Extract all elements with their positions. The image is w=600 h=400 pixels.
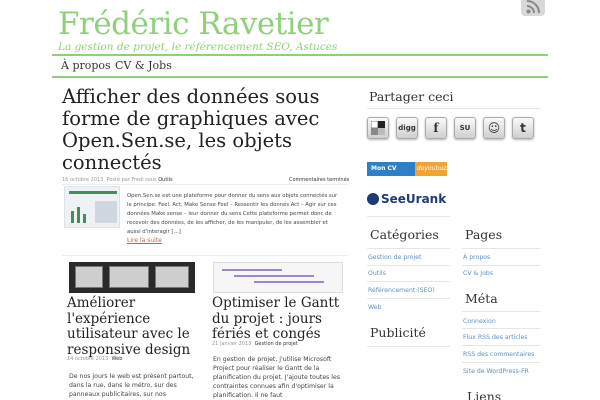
divider: [367, 281, 450, 282]
gantt-bar: [254, 281, 324, 283]
thumbnail-device-screen: [75, 266, 103, 288]
card-text: En gestion de projet, j'utilise Microsoft Project pour réaliser le Gantt de la planification du projet. J'ajoute toutes les contraintes connues afin d'optimiser la planification. Il ne faut: [213, 356, 341, 399]
main-nav: [52, 54, 548, 78]
read-more-link[interactable]: Lire la suite: [127, 237, 162, 244]
mon-cv-label: Mon CV: [367, 162, 415, 176]
meta-widget-title: Méta: [465, 291, 498, 306]
gantt-bar: [234, 275, 314, 277]
delicious-icon[interactable]: [367, 117, 389, 139]
rss-icon: [526, 0, 540, 14]
divider: [367, 265, 450, 266]
featured-post-meta: [62, 177, 173, 183]
thumbnail-chart-bar: [77, 207, 80, 223]
divider: [462, 328, 540, 329]
divider: [462, 362, 540, 363]
thumbnail-header-bar: [69, 191, 117, 194]
category-link[interactable]: Web: [368, 304, 382, 311]
facebook-icon[interactable]: f: [425, 117, 447, 139]
divider: [462, 265, 540, 266]
thumbnail-panel: [95, 201, 117, 223]
card-date: 14 octobre 2013: [67, 356, 109, 362]
category-link[interactable]: Outils: [368, 270, 386, 277]
digg-icon[interactable]: digg: [396, 117, 418, 139]
featured-post-category[interactable]: Outils: [158, 177, 173, 183]
nav-item-cv-jobs[interactable]: CV & Jobs: [115, 59, 172, 72]
card-thumbnail-gantt[interactable]: [213, 262, 343, 293]
site-tagline: La gestion de projet, le référencement SEO, Astuces: [58, 41, 338, 53]
doyoubuzz-label: doyoubuzz: [415, 162, 447, 176]
meta-link[interactable]: Connexion: [463, 318, 496, 325]
delicious-icon: [371, 121, 385, 135]
reddit-icon[interactable]: ☺: [483, 117, 505, 139]
card-text: De nos jours le web est présent partout, dans la rue, dans le métro, sur des panneaux publicitaires, sur nos: [69, 373, 194, 398]
pages-widget-title: Pages: [465, 227, 503, 242]
categories-widget-title: Catégories: [370, 227, 439, 242]
divider: [62, 184, 348, 185]
card-date: 21 janvier 2013: [212, 341, 252, 347]
divider: [462, 345, 540, 346]
divider: [62, 255, 348, 256]
divider: [367, 108, 540, 109]
thumbnail-chart-bar: [83, 214, 86, 223]
divider: [367, 216, 450, 217]
page-link[interactable]: À propos: [463, 254, 491, 261]
meta-link[interactable]: Site de WordPress-FR: [463, 368, 529, 375]
card-thumbnail-responsive[interactable]: [69, 262, 195, 293]
twitter-icon[interactable]: t: [512, 117, 534, 139]
liens-widget-title: Liens: [467, 389, 502, 400]
rss-button[interactable]: [521, 0, 545, 16]
seeurank-logo-icon: [367, 193, 379, 205]
page-link[interactable]: CV & Jobs: [463, 270, 494, 277]
seeurank-label: SeeUrank: [381, 192, 447, 206]
card-title[interactable]: Optimiser le Gantt du projet : jours fériés et congés: [212, 295, 340, 342]
seeurank-badge[interactable]: [367, 192, 446, 206]
thumbnail-device-screen: [155, 266, 189, 288]
meta-link[interactable]: RSS des commentaires: [463, 351, 535, 358]
card-category[interactable]: Gestion de projet: [254, 341, 298, 347]
publicite-widget-title: Publicité: [370, 325, 426, 340]
gantt-bar: [222, 269, 282, 271]
featured-post-date: 16 octobre 2013: [62, 177, 104, 183]
divider: [367, 248, 450, 249]
featured-post-comments: Commentaires terminés: [289, 177, 350, 183]
category-link[interactable]: Gestion de projet: [368, 254, 422, 261]
card-meta: [212, 341, 298, 347]
featured-post-thumbnail[interactable]: [64, 186, 120, 228]
featured-post-title[interactable]: Afficher des données sous forme de graphiques avec Open.Sen.se, les objets connectés: [62, 85, 320, 174]
divider: [462, 248, 540, 249]
category-link[interactable]: Référencement (SEO): [368, 287, 435, 294]
stumbleupon-icon[interactable]: SU: [454, 117, 476, 139]
share-widget-title: Partager ceci: [369, 89, 454, 104]
thumbnail-device-screen: [109, 266, 149, 288]
divider: [367, 298, 450, 299]
featured-post-author: Posté par Fredi sous: [106, 177, 157, 183]
meta-link[interactable]: Flux RSS des articles: [463, 334, 528, 341]
card-meta: [67, 356, 122, 362]
card-category[interactable]: Web: [111, 356, 123, 362]
featured-post-excerpt: Open.Sen.se est une plateforme pour donner du sens aux objets connectés sur le principe: Feel, Act, Make Sense Feel – Ressentir les donnés Act – Agir sur ces données Make sense – leur donner du sens Cette plateforme permet donc de recevoir des données, de les afficher, de les manipuler, de les assembler et aussi d'interagir […]: [127, 193, 338, 235]
divider: [462, 311, 540, 312]
card-title[interactable]: Améliorer l'expérience utilisateur avec le responsive design: [67, 295, 191, 358]
divider: [367, 346, 450, 347]
thumbnail-chart-bar: [71, 211, 74, 223]
site-title[interactable]: Frédéric Ravetier: [58, 6, 329, 42]
mon-cv-badge[interactable]: [367, 162, 450, 176]
nav-item-a-propos[interactable]: À propos: [61, 59, 111, 72]
